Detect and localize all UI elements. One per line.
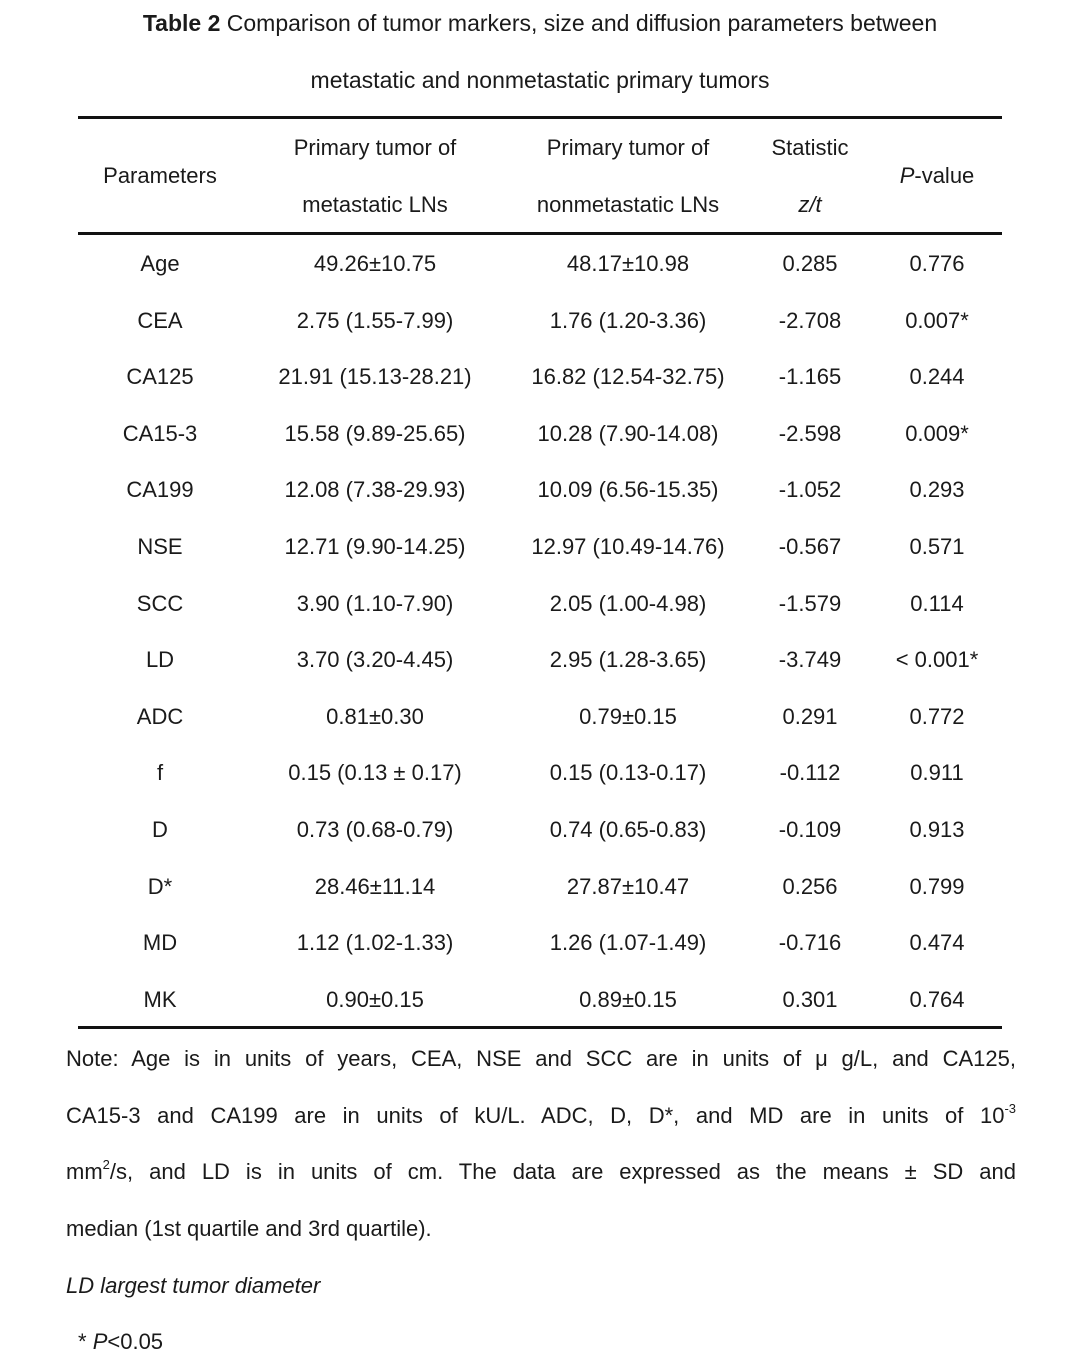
significance-threshold: <0.05	[107, 1329, 164, 1354]
cell-nonmetastatic: 0.15 (0.13-0.17)	[549, 760, 707, 785]
cell-parameter: CA199	[126, 477, 194, 502]
ld-definition: LD largest tumor diameter	[66, 1273, 321, 1298]
table-top-rule	[78, 116, 1002, 119]
cell-metastatic: 3.90 (1.10-7.90)	[296, 591, 454, 616]
cell-metastatic: 12.08 (7.38-29.93)	[284, 477, 466, 502]
cell-parameter: ADC	[136, 704, 184, 729]
cell-parameter: LD	[145, 647, 175, 672]
header-metastatic-line-1: Primary tumor of	[293, 135, 457, 160]
significance-p: P	[92, 1329, 108, 1354]
cell-p-value: 0.764	[909, 987, 965, 1012]
cell-p-value: 0.007*	[905, 308, 969, 333]
cell-statistic: -3.749	[778, 647, 842, 672]
cell-metastatic: 0.81±0.30	[326, 704, 424, 729]
note-line-2-text: CA15-3 and CA199 are in units of kU/L. ADC, D, D*, and MD are in units of 10	[66, 1103, 1005, 1128]
cell-metastatic: 12.71 (9.90-14.25)	[284, 534, 466, 559]
cell-p-value: 0.114	[910, 591, 964, 616]
cell-parameter: D	[152, 817, 168, 842]
cell-metastatic: 3.70 (3.20-4.45)	[296, 647, 454, 672]
note-line-2	[66, 1103, 1016, 1129]
cell-p-value: 0.911	[910, 760, 964, 785]
cell-statistic: -1.165	[778, 364, 842, 389]
cell-nonmetastatic: 2.95 (1.28-3.65)	[549, 647, 707, 672]
note-line-3-unit: mm	[66, 1159, 103, 1184]
cell-parameter: f	[156, 760, 164, 785]
note-exponent: -3	[1004, 1101, 1016, 1116]
cell-parameter: MK	[143, 987, 177, 1012]
significance-star: *	[78, 1329, 93, 1354]
table-title-text: Comparison of tumor markers, size and diffusion parameters between	[226, 10, 938, 36]
cell-p-value: 0.571	[909, 534, 965, 559]
cell-statistic: -0.109	[778, 817, 842, 842]
cell-parameter: D*	[147, 874, 173, 899]
cell-metastatic: 49.26±10.75	[313, 251, 437, 276]
cell-p-value: 0.776	[909, 251, 965, 276]
cell-statistic: 0.285	[782, 251, 838, 276]
cell-statistic: -0.716	[778, 930, 842, 955]
cell-statistic: -1.052	[778, 477, 842, 502]
cell-statistic: -2.598	[778, 421, 842, 446]
cell-metastatic: 2.75 (1.55-7.99)	[296, 308, 454, 333]
cell-parameter: CEA	[137, 308, 183, 333]
cell-nonmetastatic: 0.89±0.15	[579, 987, 677, 1012]
cell-nonmetastatic: 16.82 (12.54-32.75)	[531, 364, 725, 389]
cell-metastatic: 1.12 (1.02-1.33)	[296, 930, 454, 955]
cell-nonmetastatic: 1.26 (1.07-1.49)	[549, 930, 707, 955]
cell-statistic: -0.112	[779, 760, 841, 785]
cell-parameter: CA15-3	[122, 421, 198, 446]
header-metastatic-line-2: metastatic LNs	[302, 192, 448, 217]
table-label: Table 2	[142, 10, 221, 36]
header-statistic-line-1: Statistic	[771, 135, 849, 160]
cell-parameter: NSE	[137, 534, 183, 559]
note-line-4: median (1st quartile and 3rd quartile).	[66, 1216, 432, 1241]
cell-metastatic: 0.15 (0.13 ± 0.17)	[288, 760, 462, 785]
cell-statistic: -1.579	[778, 591, 842, 616]
header-nonmetastatic-line-1: Primary tumor of	[546, 135, 710, 160]
header-statistic-line-2: z/t	[798, 192, 822, 217]
cell-nonmetastatic: 0.74 (0.65-0.83)	[549, 817, 707, 842]
table-title-line-2: metastatic and nonmetastatic primary tumors	[310, 67, 770, 93]
table-title-line-1	[0, 9, 1080, 37]
cell-metastatic: 21.91 (15.13-28.21)	[278, 364, 472, 389]
cell-metastatic: 0.90±0.15	[326, 987, 424, 1012]
cell-metastatic: 15.58 (9.89-25.65)	[284, 421, 466, 446]
cell-p-value: 0.293	[909, 477, 965, 502]
cell-p-value: 0.913	[909, 817, 965, 842]
note-line-3-text: /s, and LD is in units of cm. The data are expressed as the means ± SD and	[109, 1159, 1016, 1184]
cell-nonmetastatic: 10.28 (7.90-14.08)	[537, 421, 719, 446]
cell-p-value: 0.772	[909, 704, 965, 729]
cell-p-value: < 0.001*	[895, 647, 979, 672]
cell-statistic: -2.708	[778, 308, 842, 333]
header-p-rest: -value	[914, 163, 975, 188]
note-line-3	[66, 1159, 1016, 1185]
significance-legend	[78, 1329, 163, 1355]
header-p-italic: P	[899, 163, 915, 188]
cell-nonmetastatic: 2.05 (1.00-4.98)	[549, 591, 707, 616]
cell-nonmetastatic: 27.87±10.47	[566, 874, 690, 899]
cell-nonmetastatic: 0.79±0.15	[579, 704, 677, 729]
header-nonmetastatic-line-2: nonmetastatic LNs	[536, 192, 720, 217]
cell-parameter: CA125	[126, 364, 194, 389]
note-unit-exponent: 2	[102, 1157, 110, 1172]
table-header-rule	[78, 232, 1002, 235]
cell-parameter: MD	[142, 930, 178, 955]
cell-p-value: 0.474	[909, 930, 965, 955]
cell-parameter: SCC	[136, 591, 184, 616]
cell-metastatic: 0.73 (0.68-0.79)	[296, 817, 454, 842]
cell-statistic: -0.567	[778, 534, 842, 559]
cell-parameter: Age	[140, 251, 180, 276]
cell-statistic: 0.291	[782, 704, 838, 729]
cell-statistic: 0.256	[782, 874, 838, 899]
cell-p-value: 0.009*	[905, 421, 969, 446]
cell-p-value: 0.799	[909, 874, 965, 899]
header-p-value	[870, 163, 1004, 189]
cell-p-value: 0.244	[909, 364, 965, 389]
cell-statistic: 0.301	[782, 987, 838, 1012]
header-parameters: Parameters	[103, 163, 217, 188]
cell-nonmetastatic: 10.09 (6.56-15.35)	[537, 477, 719, 502]
cell-nonmetastatic: 12.97 (10.49-14.76)	[531, 534, 725, 559]
cell-metastatic: 28.46±11.14	[314, 874, 436, 899]
cell-nonmetastatic: 48.17±10.98	[566, 251, 690, 276]
note-line-1: Note: Age is in units of years, CEA, NSE and SCC are in units of μ g/L, and CA125,	[66, 1046, 1016, 1071]
cell-nonmetastatic: 1.76 (1.20-3.36)	[549, 308, 707, 333]
table-bottom-rule	[78, 1026, 1002, 1029]
